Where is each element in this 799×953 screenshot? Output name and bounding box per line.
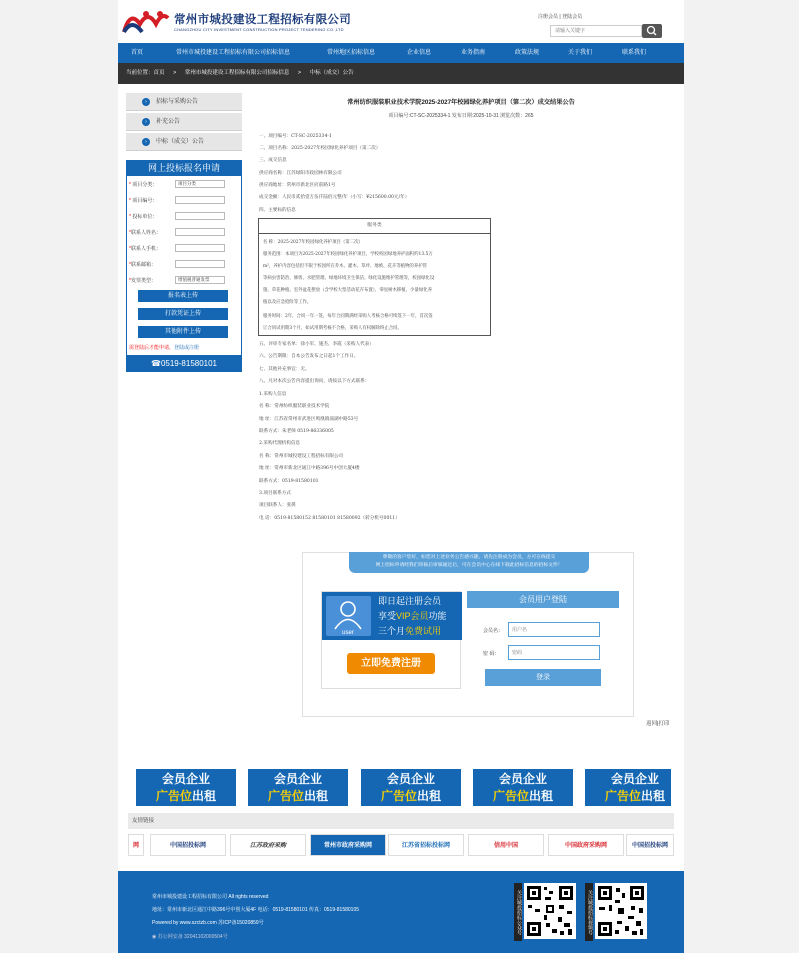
article-line: 三、成交信息: [259, 158, 287, 163]
sidebar-item-supplement[interactable]: [126, 113, 242, 131]
article-line: 2.采购代理机构信息: [259, 441, 301, 446]
video-qr: [585, 883, 649, 941]
ad-banner[interactable]: 会员企业 广告位出租: [136, 769, 236, 806]
nav-guide[interactable]: 业务指南: [460, 50, 485, 56]
online-registration-form: [126, 160, 242, 356]
ad-banner[interactable]: 会员企业 广告位出租: [473, 769, 573, 806]
field-contact-label: *联系人姓名：: [129, 230, 161, 236]
account-links: [538, 13, 582, 20]
article-line: 地 址：江苏省常州市武进区鸣凰镇滆湖中路53号: [259, 417, 359, 422]
breadcrumb-home[interactable]: 首页: [153, 70, 165, 76]
username-input[interactable]: [508, 622, 600, 637]
article-meta: 项目编号:CT-SC-2025334-1 发布日期:2025-10-31 浏览次数：265: [388, 113, 534, 119]
footer-copyright: 常州市城投建设工程招标有限公司 All rights reserved: [152, 894, 269, 900]
password-label: 密 码：: [483, 651, 500, 657]
user-icon: [326, 596, 371, 636]
article-line: 六、公告期限：自本公告发布之日起1个工作日。: [259, 354, 359, 359]
service-line: 服务范围：本项目为2025-2027年校园绿化养护项目，学校校园绿地养护面积约13.5万: [263, 252, 433, 257]
article-line: 联系方式：朱老师 0519-86336005: [259, 429, 334, 434]
invoice-type-select[interactable]: 增值税普通发票: [175, 276, 225, 284]
email-input[interactable]: [175, 260, 225, 268]
nav-about[interactable]: 关于我们: [567, 50, 592, 56]
service-line: 订合同试用期3个月，如试用期考核不合格，采购人有权解除终止合同。: [263, 326, 402, 331]
police-badge-icon: ◉: [152, 934, 158, 940]
hotline-number: 0519-81580101: [160, 359, 218, 368]
arrow-right-icon: ›: [142, 138, 150, 146]
ad-banner[interactable]: 会员企业 广告位出租: [248, 769, 348, 806]
footer-address: 地址：常州市新北区通江中路396号中创大厦4F 电话：0519-81580101 传真：0519-81580105: [152, 907, 360, 913]
partner-logo[interactable]: 江苏省招标投标网: [388, 834, 464, 856]
article-line: 电 话：0519-81580152 81580101 81580092（转分机号0011）: [259, 516, 400, 521]
field-bidder-label: * 投标单位：: [129, 214, 158, 220]
company-name-en: CHANGZHOU CITY INVESTMENT CONSTRUCTION PROJECT TENDERING CO.,LTD: [174, 27, 344, 32]
login-required-note: 需登陆后才能申请，登陆或注册: [129, 345, 200, 351]
breadcrumb-level2[interactable]: 中标（成交）公告: [309, 70, 354, 76]
back-print-links: 返回|打印: [646, 721, 670, 727]
bidder-input[interactable]: [175, 212, 225, 220]
partner-logo[interactable]: 信用中国: [468, 834, 544, 856]
footer-police-record: ◉ 苏公网安备 32041102000504号: [152, 934, 228, 940]
company-name: 常州市城投建设工程招标有限公司: [174, 14, 351, 26]
partner-logo[interactable]: 常州市政府采购网: [310, 834, 386, 856]
print-link[interactable]: 打印: [658, 721, 670, 727]
article-title: 常州纺织服装职业技术学院2025-2027年校园绿化养护项目（第二次）成交结果公告: [347, 99, 575, 106]
field-project-no-label: * 项目编号：: [129, 198, 158, 204]
sidebar-item-tender-notice[interactable]: [126, 93, 242, 111]
member-tip: 尊敬的客户您好，如您对上述业务公告感兴趣，请先注册成为会员，方可在线提交 网上招标申请经我们审核后审核通过后，可在会员中心在线下载此招标信息的招标文件！: [349, 552, 589, 573]
footer-powered: Powered by www.szctzb.com 苏ICP备15020859号: [152, 920, 264, 926]
article-line: 五、评审专家名单：徐小军、施杰、李霞（采购人代表）: [259, 342, 374, 347]
article-line: 七、其他补充事宜：无。: [259, 367, 310, 372]
sidebar-item-label: 补充公告: [156, 119, 181, 125]
article-line: 名 称：常州市城投建设工程招标有限公司: [259, 454, 344, 459]
login-title: 会员用户登陆: [467, 591, 619, 608]
article-line: 名 称：常州纺织服装职业技术学院: [259, 404, 330, 409]
upload-payment-button[interactable]: 打款凭证上传: [138, 308, 228, 320]
svg-text:user: user: [342, 630, 354, 636]
upload-attachment-button[interactable]: 其他附件上传: [138, 326, 228, 338]
article-line: 二、项目名称：2025-2027年校园绿化养护项目（第二次）: [259, 146, 381, 151]
service-table: [258, 218, 491, 336]
company-logo-icon: [122, 8, 170, 34]
sidebar-menu: [126, 93, 242, 153]
article-line: 联系方式：0519-81580101: [259, 479, 319, 484]
service-line: 名 称：2025-2027年校园绿化养护项目（第二次）: [263, 240, 363, 245]
qr-label: 关注城投招标公众号: [514, 883, 522, 941]
nav-home[interactable]: 首页: [130, 50, 143, 56]
service-line: 服务时间：2年，合同一年一签，每年合同期满经采购人考核合格可续签下一年，首次签: [263, 314, 433, 319]
vip-promo-header: [322, 592, 462, 640]
friend-links-title: 友情链接: [128, 813, 674, 829]
sidebar-item-award[interactable]: [126, 133, 242, 151]
article-line: 项目联系人：张援: [259, 503, 296, 508]
article-line: 八、凡对本次公告内容提出询问，请按以下方式联系：: [259, 379, 370, 384]
link-separator: |: [559, 14, 561, 20]
register-link[interactable]: 注册会员: [538, 14, 559, 20]
article-line: 供应商地址：常州市新北区府前路1号: [259, 183, 336, 188]
partner-logo[interactable]: 中国招投标网: [150, 834, 226, 856]
main-nav: [118, 43, 684, 63]
member-login-panel: [467, 591, 619, 689]
breadcrumb-arrow: >: [173, 70, 177, 76]
search-icon: [642, 24, 662, 38]
ad-banner[interactable]: 会员企业 广告位出租: [361, 769, 461, 806]
project-no-input[interactable]: [175, 196, 225, 204]
service-line: m²，养护内容包括但不限于校园所在乔木、灌木、草坪、地被、花卉等植物的养护管: [263, 264, 427, 269]
nav-contact[interactable]: 联系我们: [621, 50, 646, 56]
service-line: 植以及应急抢险等工作。: [263, 300, 312, 305]
sidebar-item-label: 中标（成交）公告: [156, 139, 205, 145]
upload-form-button[interactable]: 报名表上传: [138, 290, 228, 302]
article-line: 1.采购人信息: [259, 392, 287, 397]
registration-title: 网上投标报名申请: [127, 161, 241, 176]
service-line: 等病虫害防治、修剪、水肥管理、绿地环境卫生保洁、绿化设施维护管理等，校园绿化设: [263, 276, 435, 281]
partner-logo[interactable]: 中国招投标网: [626, 834, 674, 856]
category-select[interactable]: 项目分类: [175, 180, 225, 188]
field-mobile-label: *联系人手机：: [129, 246, 161, 252]
partner-logo[interactable]: 网: [128, 834, 144, 856]
qr-code-icon: [595, 883, 647, 939]
article-line: 供应商名称：江苏绿阳市政园林有限公司: [259, 171, 342, 176]
ad-banner[interactable]: 会员企业 广告位出租: [585, 769, 671, 806]
vip-promo: [321, 591, 461, 689]
member-panel: [302, 552, 634, 717]
partner-logos: [128, 832, 674, 860]
field-invoice-label: *发票类型：: [129, 278, 156, 284]
article-line: 成交金额：人民币贰拾壹万伍仟陆佰元整/年（小写：¥215600.00元/年）: [259, 195, 410, 200]
article-line: 四、主要标的信息: [259, 208, 296, 213]
breadcrumb: [118, 63, 684, 84]
login-link[interactable]: 登陆会员: [562, 14, 583, 20]
nav-policy[interactable]: 政策法规: [514, 50, 539, 56]
sidebar-item-label: 招标与采购公告: [156, 99, 199, 105]
site-footer: [118, 871, 684, 953]
contact-name-input[interactable]: [175, 228, 225, 236]
service-line: 施、草花种植、室外盆花摆放（含学校大型活动花卉布置），零星树木移植、少量绿化养: [263, 288, 433, 293]
field-email-label: *联系邮箱：: [129, 262, 156, 268]
vip-line-2: 享受VIP会员功能: [378, 611, 447, 621]
nav-company-info[interactable]: 企业信息: [406, 50, 431, 56]
phone-icon: ☎: [150, 359, 161, 368]
wechat-qr: [514, 883, 578, 941]
partner-logo[interactable]: 中国政府采购网: [548, 834, 624, 856]
article-line: 一、项目编号：CT-SC-2025334-1: [259, 134, 332, 139]
arrow-right-icon: ›: [142, 118, 150, 126]
field-category-label: * 项目分类：: [129, 182, 158, 188]
mobile-input[interactable]: [175, 244, 225, 252]
nav-company-tenders[interactable]: 常州市城投建设工程招标有限公司招标信息: [175, 50, 290, 56]
article-line: 地 址：常州市新北区通江中路396号中创大厦4楼: [259, 466, 360, 471]
article-line: 3.项目联系方式: [259, 491, 291, 496]
login-button[interactable]: 登录: [485, 669, 601, 686]
qr-label: 关注城投招标视频号: [585, 883, 593, 941]
username-label: 会员名：: [483, 628, 504, 634]
arrow-right-icon: ›: [142, 98, 150, 106]
nav-local-tenders[interactable]: 常州地区招标信息: [326, 50, 375, 56]
breadcrumb-label: 当前位置：: [126, 70, 154, 76]
vip-line-3: 三个月免费试用: [378, 626, 442, 636]
search-input[interactable]: [550, 25, 642, 37]
service-table-header: 服务类: [259, 219, 490, 234]
login-register-link[interactable]: 登陆或注册: [174, 345, 200, 351]
password-input[interactable]: [508, 645, 600, 660]
breadcrumb-level1[interactable]: 常州市城投建设工程招标有限公司招标信息: [184, 70, 290, 76]
partner-logo[interactable]: 江苏政府采购: [230, 834, 306, 856]
search-button[interactable]: [642, 24, 662, 38]
back-link[interactable]: 返回: [646, 721, 658, 727]
hotline-bar: [126, 356, 242, 372]
breadcrumb-arrow: >: [297, 70, 302, 76]
vip-line-1: 即日起注册会员: [378, 596, 442, 606]
qr-code-icon: [524, 883, 576, 939]
free-register-button[interactable]: 立即免费注册: [347, 653, 435, 674]
